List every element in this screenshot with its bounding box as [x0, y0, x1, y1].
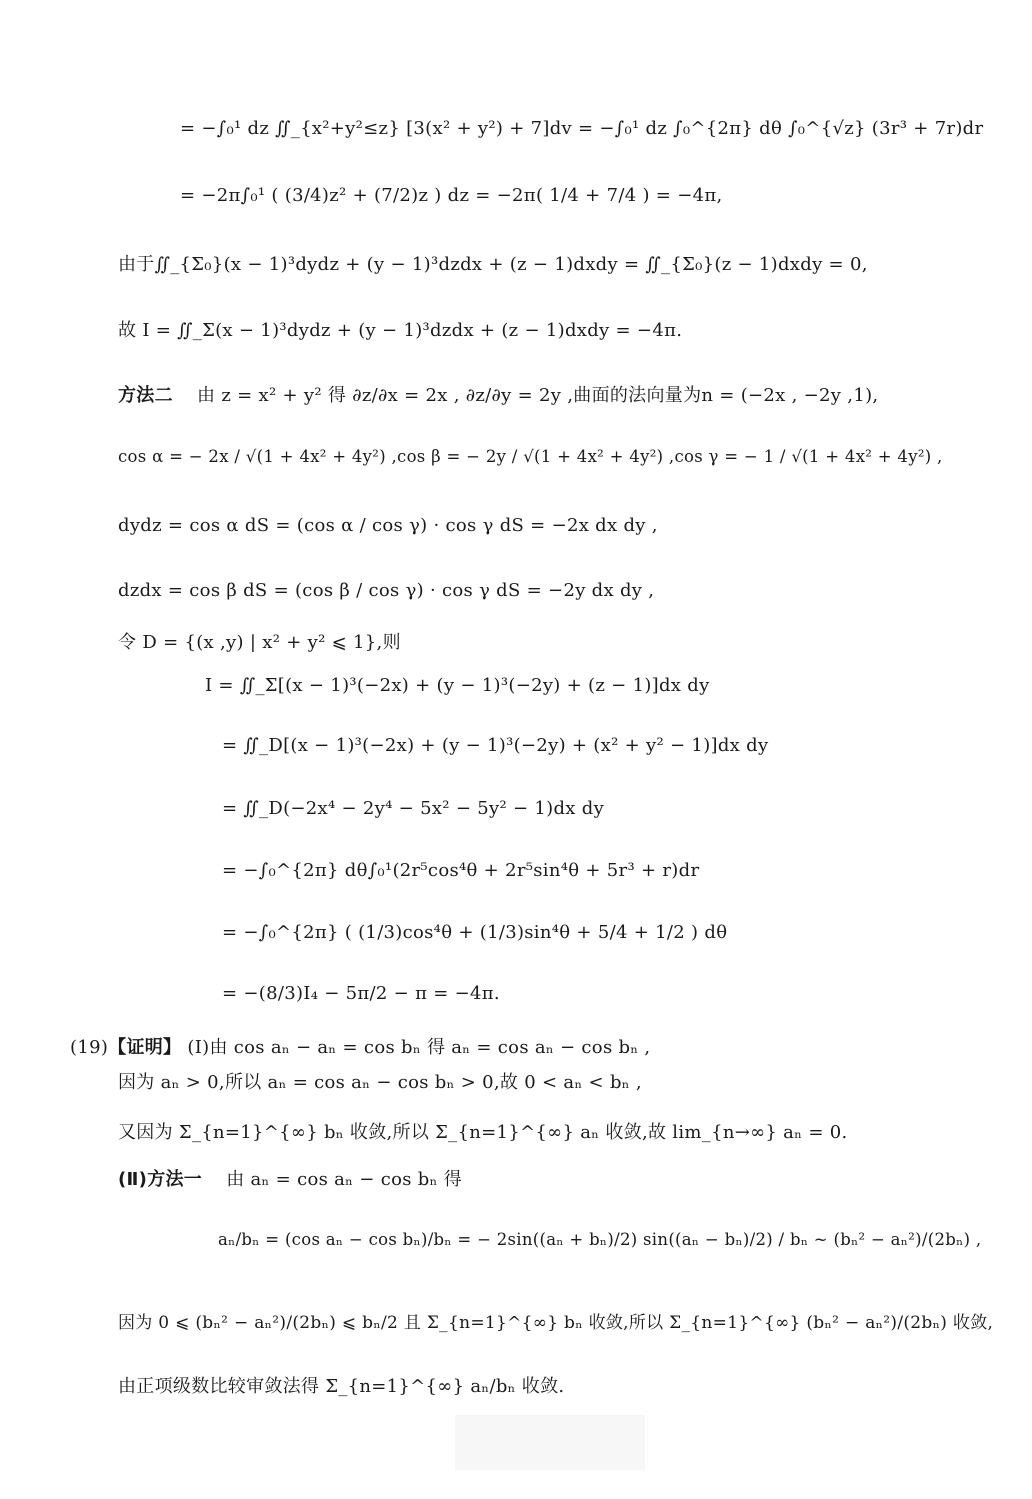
equation-line: 由正项级数比较审敛法得 Σ_{n=1}^{∞} aₙ/bₙ 收敛. — [118, 1376, 565, 1397]
part-label: (Ⅱ)方法一 — [118, 1169, 203, 1190]
equation-line: = −∫₀^{2π} dθ∫₀¹(2r⁵cos⁴θ + 2r⁵sin⁴θ + 5r³ + r)dr — [222, 860, 700, 881]
equation-line: 令 D = {(x ,y) | x² + y² ⩽ 1},则 — [118, 632, 401, 653]
equation-line: = ∬_D[(x − 1)³(−2x) + (y − 1)³(−2y) + (x² + y² − 1)]dx dy — [222, 735, 769, 756]
equation-text: 由 z = x² + y² 得 ∂z/∂x = 2x , ∂z/∂y = 2y ,曲面的法向量为n = (−2x , −2y ,1), — [197, 385, 879, 406]
method-two-line — [118, 381, 878, 407]
equation-text: 由 aₙ = cos aₙ − cos bₙ 得 — [226, 1169, 462, 1190]
equation-line: cos α = − 2x / √(1 + 4x² + 4y²) ,cos β = − 2y / √(1 + 4x² + 4y²) ,cos γ = − 1 / √(1 + 4x² + 4y²) , — [118, 447, 943, 466]
equation-line: 因为 aₙ > 0,所以 aₙ = cos aₙ − cos bₙ > 0,故 0 < aₙ < bₙ , — [118, 1072, 642, 1093]
equation-text: (Ⅰ)由 cos aₙ − aₙ = cos bₙ 得 aₙ = cos aₙ − cos bₙ , — [187, 1037, 651, 1058]
equation-line: = −(8/3)I₄ − 5π/2 − π = −4π. — [222, 983, 500, 1004]
equation-line: = −∫₀¹ dz ∬_{x²+y²≤z} [3(x² + y²) + 7]dv = −∫₀¹ dz ∫₀^{2π} dθ ∫₀^{√z} (3r³ + 7r)dr — [180, 118, 984, 139]
equation-line: 因为 0 ⩽ (bₙ² − aₙ²)/(2bₙ) ⩽ bₙ/2 且 Σ_{n=1}^{∞} bₙ 收敛,所以 Σ_{n=1}^{∞} (bₙ² − aₙ²)/(2bₙ) 收敛, — [118, 1313, 994, 1333]
proof-label: 【证明】 — [108, 1037, 182, 1058]
part-two-line — [118, 1165, 462, 1191]
question-19-line — [70, 1033, 650, 1059]
equation-line: = −∫₀^{2π} ( (1/3)cos⁴θ + (1/3)sin⁴θ + 5/4 + 1/2 ) dθ — [222, 922, 728, 943]
question-number: (19) — [70, 1037, 109, 1058]
equation-line: aₙ/bₙ = (cos aₙ − cos bₙ)/bₙ = − 2sin((aₙ + bₙ)/2) sin((aₙ − bₙ)/2) / bₙ ~ (bₙ² − aₙ²)/(2bₙ) , — [218, 1230, 982, 1249]
equation-line: dzdx = cos β dS = (cos β / cos γ) · cos γ dS = −2y dx dy , — [118, 580, 655, 601]
equation-line: dydz = cos α dS = (cos α / cos γ) · cos γ dS = −2x dx dy , — [118, 515, 658, 536]
equation-line: I = ∬_Σ[(x − 1)³(−2x) + (y − 1)³(−2y) + (z − 1)]dx dy — [205, 675, 710, 696]
method-label: 方法二 — [118, 385, 173, 406]
equation-line: 由于∬_{Σ₀}(x − 1)³dydz + (y − 1)³dzdx + (z − 1)dxdy = ∬_{Σ₀}(z − 1)dxdy = 0, — [118, 254, 868, 275]
equation-line: 故 I = ∬_Σ(x − 1)³dydz + (y − 1)³dzdx + (z − 1)dxdy = −4π. — [118, 320, 683, 341]
equation-line: = ∬_D(−2x⁴ − 2y⁴ − 5x² − 5y² − 1)dx dy — [222, 798, 605, 819]
equation-line: = −2π∫₀¹ ( (3/4)z² + (7/2)z ) dz = −2π( 1/4 + 7/4 ) = −4π, — [180, 185, 723, 206]
scan-artifact — [455, 1415, 645, 1470]
equation-line: 又因为 Σ_{n=1}^{∞} bₙ 收敛,所以 Σ_{n=1}^{∞} aₙ 收敛,故 lim_{n→∞} aₙ = 0. — [118, 1122, 848, 1143]
